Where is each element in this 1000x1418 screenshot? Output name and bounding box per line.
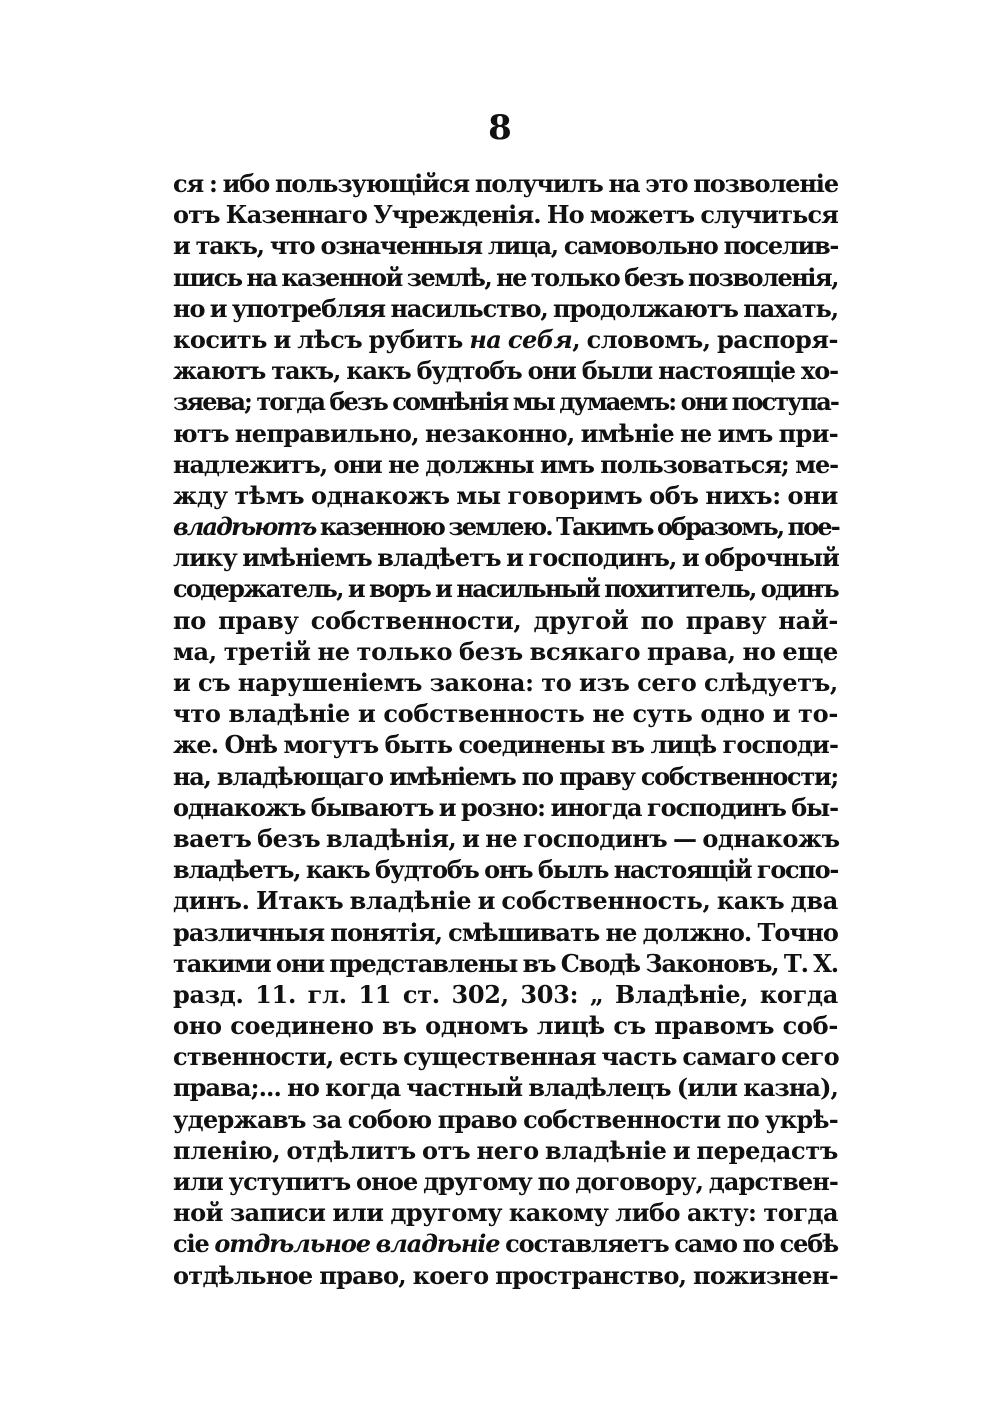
text-segment: ственности, есть существенная часть самаго сего [173, 1042, 839, 1072]
text-line [173, 262, 838, 293]
text-line [173, 792, 838, 823]
text-line [173, 199, 838, 230]
text-line [173, 511, 838, 542]
text-line [173, 605, 838, 636]
text-line [173, 324, 838, 355]
text-segment: ваетъ безъ владѣнія, и не господинъ — однакожъ [173, 823, 840, 853]
text-segment: или уступитъ оное другому по договору, дарствен- [173, 1167, 838, 1196]
text-line [173, 1166, 838, 1197]
text-segment: составляетъ само по себѣ [499, 1229, 838, 1259]
text-segment: казенною землею. Такимъ образомъ, пое- [315, 512, 839, 542]
text-segment: и съ нарушеніемъ закона: то изъ сего слѣдуетъ, [173, 668, 838, 697]
text-line [173, 729, 838, 760]
text-segment: ной записи или другому какому либо акту: тогда [173, 1198, 838, 1228]
text-segment: отъ Казеннаго Учрежденія. Но можетъ случиться [173, 200, 838, 230]
text-line [173, 1104, 838, 1135]
text-segment: на, владѣющаго имѣніемъ по праву собственности; [173, 761, 838, 791]
text-line [173, 1135, 838, 1166]
text-segment: и такъ, что означенныя лица, самовольно поселив- [173, 231, 838, 261]
text-segment: различныя понятія, смѣшивать не должно. Точно [173, 917, 838, 947]
text-line [173, 667, 838, 698]
text-line [173, 917, 838, 948]
text-line [173, 854, 838, 885]
text-line [173, 542, 838, 573]
text-line [173, 573, 838, 604]
text-line [173, 355, 838, 386]
text-segment: же. Онѣ могутъ быть соединены въ лицѣ господи- [173, 730, 838, 760]
italic-text: отдѣльное владѣніе [214, 1229, 500, 1259]
text-line [173, 698, 838, 729]
body-text [173, 168, 838, 1291]
text-line [173, 1041, 838, 1072]
text-segment: разд. 11. гл. 11 ст. 302, 303: „ Владѣніе, когда [173, 979, 838, 1009]
text-segment: отдѣльное право, коего пространство, пожизнен- [173, 1260, 838, 1290]
text-line [173, 1228, 838, 1259]
text-line [173, 386, 838, 417]
text-line [173, 948, 838, 979]
text-segment: удержавъ за собою право собственности по укрѣ- [173, 1104, 838, 1134]
text-line [173, 449, 838, 480]
text-line [173, 1260, 838, 1291]
text-segment: шись на казенной землѣ, не только безъ позволенія, [173, 262, 838, 292]
text-line [173, 823, 838, 854]
text-line [173, 636, 838, 667]
text-segment: владѣетъ, какъ будтобъ онъ былъ настоящій госпо- [173, 855, 838, 885]
text-segment: по праву собственности, другой по праву най- [173, 605, 838, 635]
text-segment: жаютъ такъ, какъ будтобъ они были настоящіе хо- [173, 356, 838, 386]
text-segment: зяева; тогда безъ сомнѣнія мы думаемъ: они поступа- [173, 387, 838, 417]
text-line [173, 979, 838, 1010]
text-line [173, 761, 838, 792]
text-segment: , словомъ, распоря- [572, 324, 838, 354]
text-line [173, 230, 838, 261]
text-line [173, 1197, 838, 1228]
text-segment: ютъ неправильно, незаконно, имѣніе не имъ при- [173, 418, 838, 448]
text-segment: что владѣніе и собственность не суть одно и то- [173, 699, 838, 729]
text-segment: динъ. Итакъ владѣніе и собственность, какъ два [173, 886, 838, 916]
text-segment: ся : ибо пользующійся получилъ на это позволеніе [173, 169, 838, 198]
text-segment: пленію, отдѣлитъ отъ него владѣніе и передастъ [173, 1135, 838, 1165]
text-segment: но и употребляя насильство, продолжаютъ пахать, [173, 293, 838, 323]
text-line [173, 418, 838, 449]
text-segment: содержатель, и воръ и насильный похититель, одинъ [173, 574, 838, 604]
text-segment: надлежитъ, они не должны имъ пользоваться; ме- [173, 449, 838, 479]
text-line [173, 293, 838, 324]
text-line [173, 480, 838, 511]
text-segment: права;... но когда частный владѣлецъ (или казна), [173, 1073, 838, 1103]
text-line [173, 168, 838, 199]
text-segment: оно соединено въ одномъ лицѣ съ правомъ соб- [173, 1011, 838, 1041]
text-segment: косить и лѣсъ рубить [173, 324, 470, 354]
text-line [173, 885, 838, 916]
text-segment: ма, третій не только безъ всякаго права, но еще [173, 636, 838, 666]
text-segment: сіе [173, 1229, 215, 1259]
text-line [173, 1010, 838, 1041]
text-segment: однакожъ бываютъ и розно: иногда господинъ бы- [173, 792, 838, 822]
page-number: 8 [488, 108, 512, 148]
text-segment: лику имѣніемъ владѣетъ и господинъ, и оброчный [173, 543, 839, 573]
italic-text: на себя [469, 324, 573, 354]
text-segment: жду тѣмъ однакожъ мы говоримъ объ нихъ: они [173, 480, 838, 510]
text-line [173, 1072, 838, 1103]
italic-text: владѣютъ [173, 512, 316, 542]
text-segment: такими они представлены въ Сводѣ Законовъ, Т. X. [173, 948, 838, 978]
